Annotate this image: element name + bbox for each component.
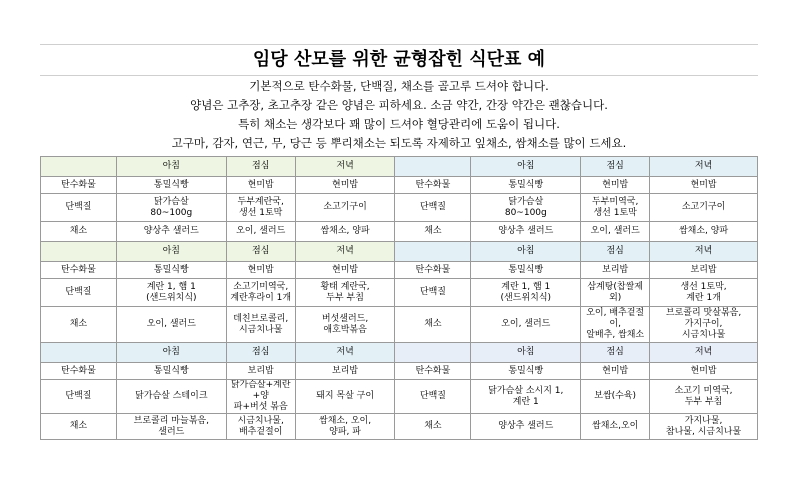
meal-cell: 브로콜리 맛살볶음, 가지구이, 시금치나물 — [650, 307, 758, 343]
meal-cell: 쌈채소, 오이, 양파, 파 — [295, 414, 395, 440]
category-veg: 채소 — [41, 222, 117, 242]
header-blank — [41, 242, 117, 262]
meal-cell: 두부계란국, 생선 1토막 — [226, 194, 295, 222]
meal-cell: 닭가슴살 스테이크 — [116, 380, 226, 414]
meal-cell: 오이, 배추겉절이, 알배추, 쌈채소 — [581, 307, 650, 343]
meal-cell: 삼계탕(찹쌀제외) — [581, 279, 650, 307]
meal-cell: 계란 1, 햄 1 (샌드위치식) — [471, 279, 581, 307]
meal-cell: 돼지 목살 구이 — [295, 380, 395, 414]
meal-header-dinner: 저녁 — [295, 157, 395, 177]
meal-cell: 오이, 샐러드 — [471, 307, 581, 343]
category-protein: 단백질 — [395, 380, 471, 414]
meal-cell: 시금치나물, 배추겉절이 — [226, 414, 295, 440]
meal-cell: 통밀식빵 — [116, 177, 226, 194]
meal-header-breakfast: 아침 — [471, 242, 581, 262]
meal-header-breakfast: 아침 — [116, 242, 226, 262]
category-veg: 채소 — [395, 414, 471, 440]
meal-cell: 보리밥 — [295, 363, 395, 380]
meal-cell: 쌈채소, 양파 — [650, 222, 758, 242]
meal-header-lunch: 점심 — [581, 343, 650, 363]
category-protein: 단백질 — [395, 194, 471, 222]
meal-header-dinner: 저녁 — [650, 242, 758, 262]
meal-cell: 계란 1, 햄 1 (샌드위치식) — [116, 279, 226, 307]
meal-table — [40, 156, 758, 440]
meal-header-lunch: 점심 — [581, 242, 650, 262]
meal-cell: 통밀식빵 — [471, 363, 581, 380]
meal-header-dinner: 저녁 — [650, 343, 758, 363]
category-veg: 채소 — [395, 307, 471, 343]
meal-cell: 통밀식빵 — [471, 262, 581, 279]
meal-cell: 양상추 샐러드 — [116, 222, 226, 242]
meal-header-lunch: 점심 — [226, 242, 295, 262]
meal-cell: 현미밥 — [295, 177, 395, 194]
meal-cell: 통밀식빵 — [116, 363, 226, 380]
category-carb: 탄수화물 — [395, 262, 471, 279]
meal-header-dinner: 저녁 — [650, 157, 758, 177]
category-carb: 탄수화물 — [41, 177, 117, 194]
meal-cell: 닭가슴살+계란+양 파+버섯 볶음 — [226, 380, 295, 414]
meal-cell: 현미밥 — [650, 177, 758, 194]
meal-cell: 현미밥 — [226, 177, 295, 194]
category-protein: 단백질 — [41, 279, 117, 307]
meal-cell: 현미밥 — [581, 363, 650, 380]
meal-cell: 오이, 샐러드 — [116, 307, 226, 343]
meal-header-lunch: 점심 — [581, 157, 650, 177]
meal-cell: 현미밥 — [650, 363, 758, 380]
meal-header-breakfast: 아침 — [471, 157, 581, 177]
intro-line-4: 고구마, 감자, 연근, 무, 당근 등 뿌리채소는 되도록 자제하고 잎채소, 쌈채소를 많이 드세요. — [171, 136, 627, 150]
meal-cell: 버섯샐러드, 애호박볶음 — [295, 307, 395, 343]
meal-cell: 현미밥 — [581, 177, 650, 194]
meal-cell: 브로콜리 마늘볶음, 샐러드 — [116, 414, 226, 440]
meal-header-lunch: 점심 — [226, 157, 295, 177]
category-veg: 채소 — [41, 414, 117, 440]
meal-cell: 두부미역국, 생선 1토막 — [581, 194, 650, 222]
meal-header-breakfast: 아침 — [116, 343, 226, 363]
meal-header-lunch: 점심 — [226, 343, 295, 363]
meal-cell: 보쌈(수육) — [581, 380, 650, 414]
meal-cell: 소고기미역국, 계란후라이 1개 — [226, 279, 295, 307]
meal-header-breakfast: 아침 — [471, 343, 581, 363]
meal-header-dinner: 저녁 — [295, 343, 395, 363]
meal-cell: 쌈채소, 양파 — [295, 222, 395, 242]
meal-cell: 소고기구이 — [650, 194, 758, 222]
meal-cell: 쌈채소,오이 — [581, 414, 650, 440]
meal-cell: 보리밥 — [581, 262, 650, 279]
meal-cell: 생선 1토막, 계란 1개 — [650, 279, 758, 307]
category-carb: 탄수화물 — [395, 363, 471, 380]
meal-cell: 보리밥 — [650, 262, 758, 279]
meal-cell: 양상추 샐러드 — [471, 414, 581, 440]
header-blank — [395, 343, 471, 363]
category-carb: 탄수화물 — [41, 363, 117, 380]
meal-cell: 닭가슴살 소시지 1, 계란 1 — [471, 380, 581, 414]
meal-cell: 보리밥 — [226, 363, 295, 380]
meal-cell: 현미밥 — [295, 262, 395, 279]
meal-cell: 양상추 샐러드 — [471, 222, 581, 242]
meal-header-breakfast: 아침 — [116, 157, 226, 177]
category-protein: 단백질 — [41, 380, 117, 414]
intro-line-2: 양념은 고추장, 초고추장 같은 양념은 피하세요. 소금 약간, 간장 약간은 괜찮습니다. — [190, 98, 608, 112]
meal-cell: 통밀식빵 — [116, 262, 226, 279]
category-carb: 탄수화물 — [41, 262, 117, 279]
meal-cell: 닭가슴살 80~100g — [471, 194, 581, 222]
category-protein: 단백질 — [41, 194, 117, 222]
category-veg: 채소 — [395, 222, 471, 242]
category-protein: 단백질 — [395, 279, 471, 307]
header-blank — [41, 343, 117, 363]
meal-cell: 오이, 샐러드 — [581, 222, 650, 242]
meal-cell: 통밀식빵 — [471, 177, 581, 194]
meal-cell: 소고기구이 — [295, 194, 395, 222]
meal-header-dinner: 저녁 — [295, 242, 395, 262]
meal-cell: 황태 계란국, 두부 부침 — [295, 279, 395, 307]
meal-cell: 닭가슴살 80~100g — [116, 194, 226, 222]
meal-cell: 소고기 미역국, 두부 부침 — [650, 380, 758, 414]
header-blank — [41, 157, 117, 177]
meal-cell: 오이, 샐러드 — [226, 222, 295, 242]
header-blank — [395, 157, 471, 177]
meal-cell: 현미밥 — [226, 262, 295, 279]
category-veg: 채소 — [41, 307, 117, 343]
intro-line-3: 특히 채소는 생각보다 꽤 많이 드셔야 혈당관리에 도움이 됩니다. — [238, 117, 560, 131]
intro-line-1: 기본적으로 탄수화물, 단백질, 채소를 골고루 드셔야 합니다. — [249, 79, 549, 93]
meal-cell: 데친브로콜리, 시금치나물 — [226, 307, 295, 343]
category-carb: 탄수화물 — [395, 177, 471, 194]
meal-cell: 가지나물, 참나물, 시금치나물 — [650, 414, 758, 440]
page-title: 임당 산모를 위한 균형잡힌 식단표 예 — [40, 44, 758, 76]
header-blank — [395, 242, 471, 262]
